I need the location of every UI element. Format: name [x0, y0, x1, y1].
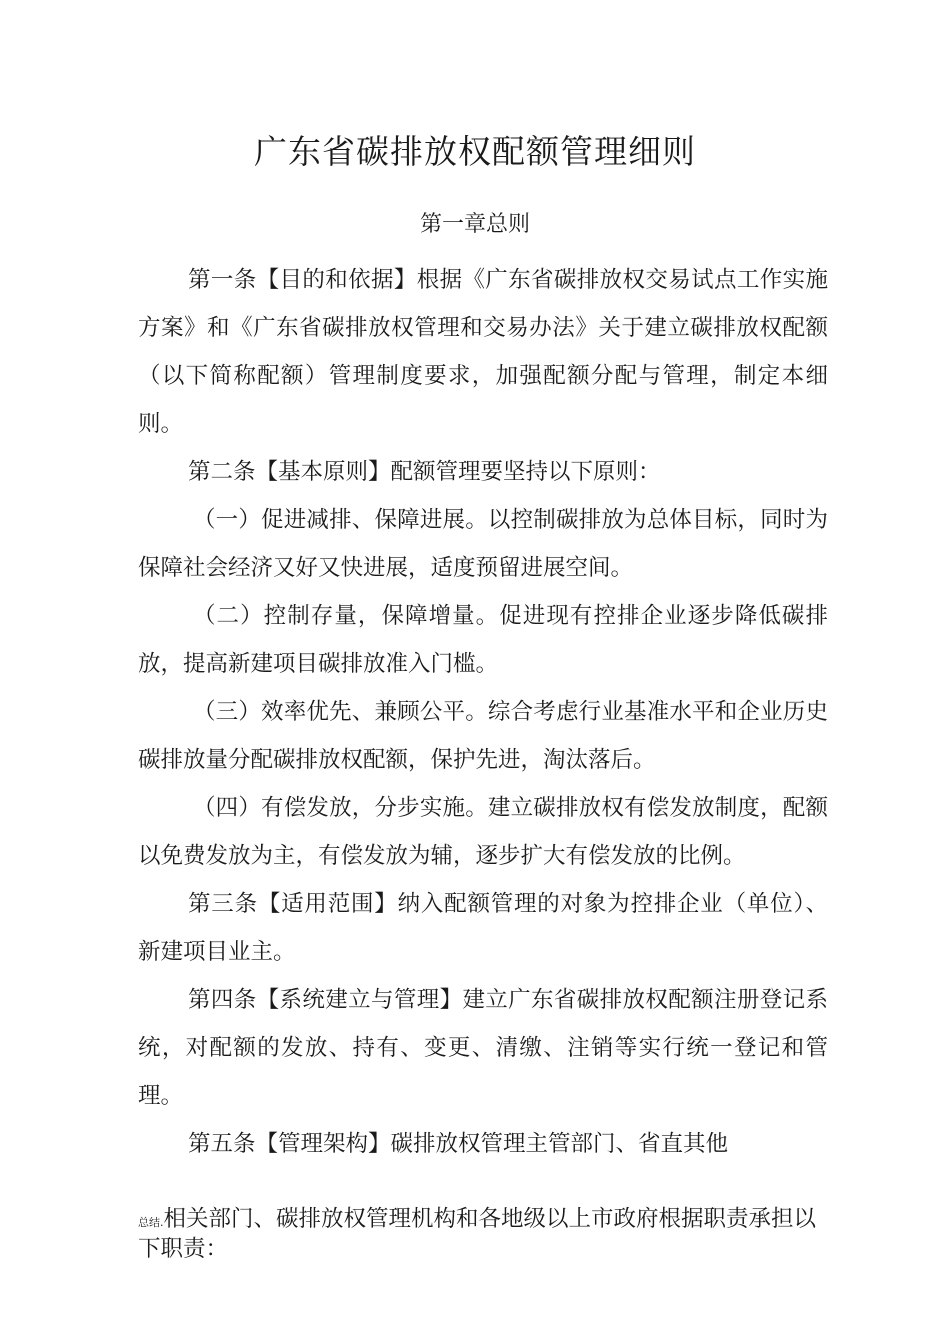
- principle-4-paragraph: （四）有偿发放，分步实施。建立碳排放权有偿发放制度，配额以免费发放为主，有偿发放为辅，逐步扩大有偿发放的比例。: [138, 795, 828, 869]
- footer-text-block: [138, 1206, 828, 1262]
- footer-text: 相关部门、碳排放权管理机构和各地级以上市政府根据职责承担以下职责：: [138, 1206, 817, 1262]
- principle-3-paragraph: （三）效率优先、兼顾公平。综合考虑行业基准水平和企业历史碳排放量分配碳排放权配额，保护先进，淘汰落后。: [138, 699, 828, 773]
- principle-2-paragraph: （二）控制存量，保障增量。促进现有控排企业逐步降低碳排放，提高新建项目碳排放准入门槛。: [138, 603, 828, 677]
- article-3-paragraph: 第三条【适用范围】纳入配额管理的对象为控排企业（单位）、新建项目业主。: [138, 891, 828, 965]
- principle-1-paragraph: （一）促进减排、保障进展。以控制碳排放为总体目标，同时为保障社会经济又好又快进展，适度预留进展空间。: [138, 507, 828, 581]
- document-title: 广东省碳排放权配额管理细则: [254, 132, 696, 171]
- article-5-paragraph: 第五条【管理架构】碳排放权管理主管部门、省直其他: [188, 1131, 729, 1157]
- article-1-paragraph: 第一条【目的和依据】根据《广东省碳排放权交易试点工作实施方案》和《广东省碳排放权管理和交易办法》关于建立碳排放权配额（以下简称配额）管理制度要求，加强配额分配与管理，制定本细则。: [138, 267, 828, 437]
- article-2-paragraph: 第二条【基本原则】配额管理要坚持以下原则：: [188, 459, 661, 485]
- chapter-title: 第一章总则: [419, 212, 530, 237]
- footer-tag: 总结.: [138, 1216, 164, 1229]
- article-4-paragraph: 第四条【系统建立与管理】建立广东省碳排放权配额注册登记系统，对配额的发放、持有、变更、清缴、注销等实行统一登记和管理。: [138, 987, 828, 1109]
